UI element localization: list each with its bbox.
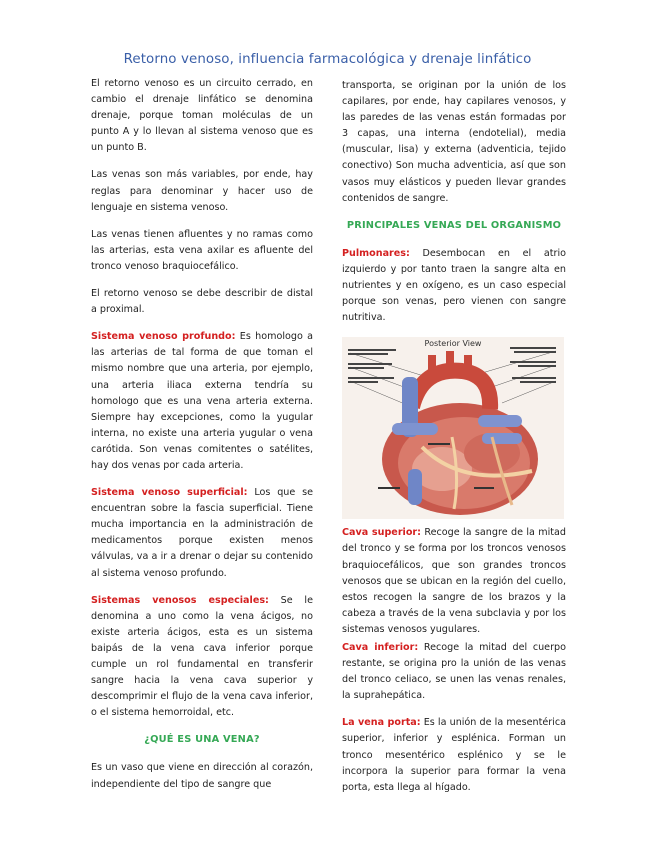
right-column	[342, 78, 566, 796]
heart-svg	[342, 337, 564, 519]
paragraph-venas-variables: Las venas son más variables, por ende, hay reglas para denominar y hacer uso de lenguaje en sistema venoso.	[91, 169, 313, 213]
paragraph-sistema-profundo	[91, 329, 313, 474]
paragraph-sistemas-especiales	[91, 593, 313, 722]
paragraph-definicion-vena: Es un vaso que viene en dirección al corazón, independiente del tipo de sangre que	[91, 762, 313, 790]
paragraph-distal-proximal: El retorno venoso se debe describir de distal a proximal.	[91, 288, 313, 316]
text-cava-inferior: Recoge la mitad del cuerpo restante, se origina pro la unión de las venas del tronco celiaco, se unen las venas renales, la suprahepática.	[342, 641, 566, 702]
paragraph-afluentes: Las venas tienen afluentes y no ramas como las arterias, esta vena axilar es afluente del tronco venoso braquiocefálico.	[91, 228, 313, 272]
paragraph-sistema-superficial	[91, 485, 313, 582]
paragraph-pulmonares	[342, 246, 566, 326]
term-cava-superior: Cava superior:	[342, 527, 421, 539]
heading-que-es-vena: ¿QUÉ ES UNA VENA?	[144, 734, 260, 746]
text-sistema-superficial: Los que se encuentran sobre la fascia superficial. Tiene mucha importancia en la administración de medicamentos porque existen menos válvulas, va a ir a drenar o dejar su contenido al sistema venoso profundo.	[91, 487, 313, 579]
term-sistema-profundo: Sistema venoso profundo:	[91, 331, 236, 343]
paragraph-cava-superior	[342, 525, 566, 638]
heading-principales-venas: PRINCIPALES VENAS DEL ORGANISMO	[346, 219, 562, 231]
figure-label: Posterior View	[424, 339, 482, 349]
left-column	[91, 76, 313, 793]
text-sistema-profundo: Es homologo a las arterias de tal forma de que toman el mismo nombre que una arteria, por ejemplo, una arteria iliaca externa tendría su homologo que es una vena arteria externa. Siempre hay excepciones, como la yugular interna, no existe una arteria yugular o vena carótida. Son venas comitentes o satélites, hay dos venas por cada arteria.	[91, 331, 314, 471]
term-sistemas-especiales: Sistemas venosos especiales:	[91, 594, 269, 606]
text-sistemas-especiales: Se le denomina a uno como la vena ácigos, no existe arteria ácigos, esta es un sistema baipás de la vena cava inferior porque cumple un rol fundamental en transferir sangre hacia la vena cava superior y descomprimir el flujo de la vena cava inferior, o el sistema hemorroidal, etc.	[91, 594, 313, 719]
paragraph-retorno-venoso: El retorno venoso es un circuito cerrado, en cambio el drenaje linfático se denomina drenaje, porque toman moléculas de un punto A y lo llevan al sistema venoso que es un punto B.	[91, 78, 313, 154]
paragraph-cava-inferior	[342, 640, 566, 704]
page-title: Retorno venoso, influencia farmacológica y drenaje linfático	[123, 52, 532, 67]
term-pulmonares: Pulmonares:	[342, 247, 410, 259]
paragraph-vena-porta	[342, 715, 566, 795]
heart-posterior-illustration	[342, 337, 564, 519]
term-cava-inferior: Cava inferior:	[342, 641, 419, 653]
text-vena-porta: Es la unión de la mesentérica superior, inferior y esplénica. Forman un tronco mesentérico esplénico y se le incorpora la superior para formar la vena porta, esta llega al hígado.	[342, 717, 566, 793]
paragraph-vena-continuacion: transporta, se originan por la unión de los capilares, por ende, hay capilares venosos, y las paredes de las venas están formadas por 3 capas, una interna (endotelial), media (muscular, lisa) y externa (adventicia, tejido conectivo) Son mucha adventicia, así que son vasos muy elásticos y pueden llevar grandes contenidos de sangre.	[342, 80, 566, 204]
text-cava-superior: Recoge la sangre de la mitad del tronco y se forma por los troncos venosos braquiocefálicos, que son grandes troncos venosos que se ubican en la región del cuello, estos recogen la sangre de los brazos y la cabeza a través de la vena subclavia y por los sistemas venosos yugulares.	[342, 527, 566, 635]
text-pulmonares: Desembocan en el atrio izquierdo y por tanto traen la sangre alta en nutrientes y en oxígeno, es un caso especial porque son venas, pero vienen con sangre nutritiva.	[342, 247, 566, 324]
term-vena-porta: La vena porta:	[342, 717, 421, 729]
term-sistema-superficial: Sistema venoso superficial:	[91, 487, 248, 499]
